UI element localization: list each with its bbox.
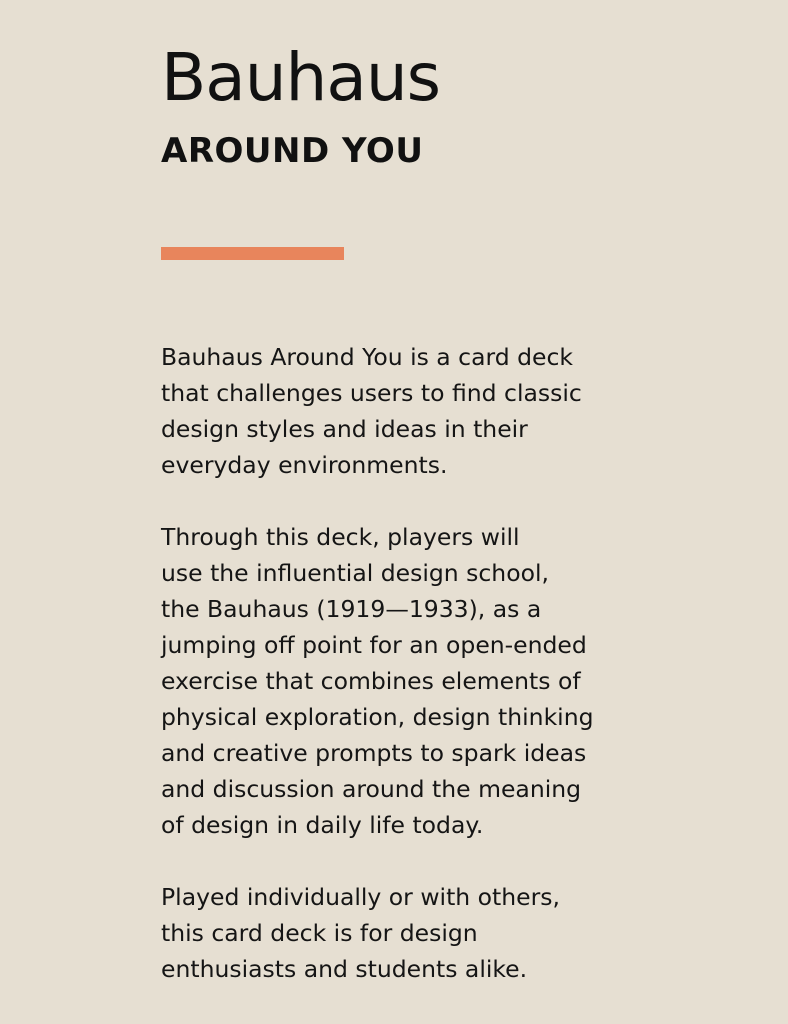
text-line: exercise that combines elements of	[161, 667, 581, 695]
text-line: Played individually or with others,	[161, 883, 560, 911]
text-line: that challenges users to find classic	[161, 379, 582, 407]
text-line: and discussion around the meaning	[161, 775, 582, 803]
paragraph-intro	[161, 339, 721, 483]
description	[161, 339, 721, 1023]
text-line: the Bauhaus (1919—1933), as a	[161, 595, 542, 623]
text-line: this card deck is for design	[161, 919, 478, 947]
info-card	[161, 0, 721, 1024]
text-line: and creative prompts to spark ideas	[161, 739, 587, 767]
text-line: design styles and ideas in their	[161, 415, 528, 443]
text-line: use the influential design school,	[161, 559, 549, 587]
title: Bauhaus	[161, 39, 441, 116]
text-line: jumping off point for an open-ended	[161, 631, 587, 659]
accent-bar	[161, 247, 344, 260]
text-line: of design in daily life today.	[161, 811, 484, 839]
text-line: Through this deck, players will	[161, 523, 520, 551]
paragraph-audience	[161, 879, 721, 987]
text-line: Bauhaus Around You is a card deck	[161, 343, 574, 371]
text-line: everyday environments.	[161, 451, 448, 479]
subtitle: AROUND YOU	[161, 131, 424, 171]
text-line: physical exploration, design thinking	[161, 703, 594, 731]
text-line: enthusiasts and students alike.	[161, 955, 528, 983]
paragraph-details	[161, 519, 721, 843]
